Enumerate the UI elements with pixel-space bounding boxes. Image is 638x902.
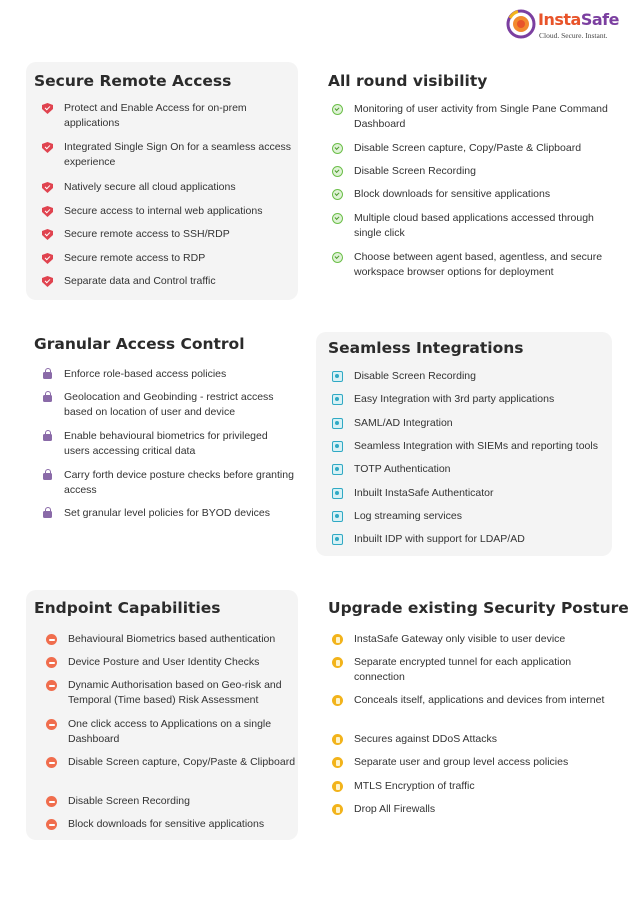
list-item: [354, 211, 612, 241]
list-item-text: Behavioural Biometrics based authentication: [68, 633, 276, 645]
orange-circle-icon: [46, 680, 57, 691]
shield-check-icon: [42, 206, 53, 217]
list-item-text: Enforce role-based access policies: [64, 368, 227, 380]
list-item: [354, 369, 612, 384]
list-item: [64, 140, 294, 170]
list-item: [68, 632, 298, 647]
list-item: [354, 462, 612, 477]
teal-square-icon: [332, 371, 343, 382]
list-item: [68, 655, 298, 670]
list-item-text: Enable behavioural biometrics for privileged users accessing critical data: [64, 430, 268, 457]
endpoint-capabilities-panel: [26, 590, 298, 840]
list-item: [354, 102, 612, 132]
list-item: [64, 227, 294, 242]
list-item: [354, 532, 612, 547]
list-item-text: Dynamic Authorisation based on Geo-risk and Temporal (Time based) Risk Assessment: [68, 679, 282, 706]
list-item: [64, 468, 294, 498]
list-item: [354, 250, 612, 280]
list-item: [354, 187, 612, 202]
yellow-circle-icon: [332, 695, 343, 706]
lock-icon: [43, 511, 52, 518]
teal-square-icon: [332, 488, 343, 499]
list-item-text: Disable Screen Recording: [354, 165, 476, 177]
teal-square-icon: [332, 464, 343, 475]
list-item-text: Seamless Integration with SIEMs and reporting tools: [354, 440, 598, 452]
green-check-icon: [332, 213, 343, 224]
list-item-text: Conceals itself, applications and devices from internet: [354, 694, 605, 706]
list-item-text: Separate data and Control traffic: [64, 275, 216, 287]
list-item: [354, 141, 612, 156]
shield-check-icon: [42, 229, 53, 240]
brand-name-part1: Insta: [538, 10, 581, 29]
list-item: [64, 274, 294, 289]
all-round-visibility-title: All round visibility: [328, 72, 488, 90]
list-item-text: Block downloads for sensitive applications: [68, 818, 265, 830]
list-item-text: Secure remote access to RDP: [64, 252, 206, 264]
list-item-text: Monitoring of user activity from Single Pane Command Dashboard: [354, 103, 608, 130]
list-item: [354, 632, 612, 647]
list-item: [354, 509, 612, 524]
list-item: [68, 678, 298, 708]
list-item-text: Disable Screen capture, Copy/Paste & Clipboard: [354, 142, 582, 154]
list-item-text: Inbuilt InstaSafe Authenticator: [354, 487, 494, 499]
orange-circle-icon: [46, 657, 57, 668]
list-item: [354, 779, 612, 794]
all-round-visibility-panel: [320, 62, 616, 284]
list-item: [354, 486, 612, 501]
secure-remote-access-title: Secure Remote Access: [34, 72, 232, 90]
lock-icon: [43, 395, 52, 402]
list-item-text: Disable Screen capture, Copy/Paste & Clipboard: [68, 756, 296, 768]
shield-check-icon: [42, 142, 53, 153]
list-item-text: Multiple cloud based applications accessed through single click: [354, 212, 594, 239]
orange-circle-icon: [46, 819, 57, 830]
instasafe-logo-mark-icon: [506, 9, 536, 39]
lock-icon: [43, 434, 52, 441]
brand-name-part2: Safe: [580, 10, 619, 29]
list-item-text: Integrated Single Sign On for a seamless access experience: [64, 141, 292, 168]
list-item-text: Easy Integration with 3rd party applications: [354, 393, 555, 405]
list-item-text: Log streaming services: [354, 510, 462, 522]
list-item: [64, 204, 294, 219]
list-item-text: Secures against DDoS Attacks: [354, 733, 497, 745]
list-item: [68, 794, 298, 809]
teal-square-icon: [332, 441, 343, 452]
shield-check-icon: [42, 276, 53, 287]
seamless-integrations-panel: [316, 332, 612, 556]
yellow-circle-icon: [332, 634, 343, 645]
green-check-icon: [332, 189, 343, 200]
list-item-text: Natively secure all cloud applications: [64, 181, 236, 193]
teal-square-icon: [332, 394, 343, 405]
list-item-text: Geolocation and Geobinding - restrict access based on location of user and device: [64, 391, 274, 418]
list-item-text: Block downloads for sensitive applications: [354, 188, 551, 200]
list-item-text: Choose between agent based, agentless, and secure workspace browser options for deployment: [354, 251, 603, 278]
list-item-text: TOTP Authentication: [354, 463, 451, 475]
list-item: [354, 693, 612, 708]
list-item-text: Device Posture and User Identity Checks: [68, 656, 260, 668]
list-item: [64, 506, 294, 521]
list-item: [64, 390, 294, 420]
green-check-icon: [332, 252, 343, 263]
yellow-circle-icon: [332, 781, 343, 792]
yellow-circle-icon: [332, 804, 343, 815]
teal-square-icon: [332, 534, 343, 545]
list-item: [68, 717, 298, 747]
granular-access-control-panel: [26, 326, 298, 526]
list-item-text: Secure remote access to SSH/RDP: [64, 228, 230, 240]
upgrade-security-posture-title: Upgrade existing Security Posture: [328, 599, 629, 617]
list-item: [64, 251, 294, 266]
secure-remote-access-panel: [26, 62, 298, 300]
list-item: [354, 755, 612, 770]
list-item: [354, 392, 612, 407]
list-item: [354, 655, 612, 685]
list-item: [64, 180, 294, 195]
list-item-text: Protect and Enable Access for on-prem applications: [64, 102, 247, 129]
brand-name: [538, 10, 619, 29]
orange-circle-icon: [46, 719, 57, 730]
lock-icon: [43, 473, 52, 480]
instasafe-logo: [506, 9, 619, 45]
list-item-text: Drop All Firewalls: [354, 803, 436, 815]
list-item-text: Disable Screen Recording: [68, 795, 190, 807]
list-item-text: Disable Screen Recording: [354, 370, 476, 382]
orange-circle-icon: [46, 757, 57, 768]
green-check-icon: [332, 166, 343, 177]
endpoint-capabilities-title: Endpoint Capabilities: [34, 599, 221, 617]
list-item-text: Inbuilt IDP with support for LDAP/AD: [354, 533, 525, 545]
list-item: [354, 164, 612, 179]
list-item: [354, 416, 612, 431]
list-item: [64, 429, 294, 459]
orange-circle-icon: [46, 634, 57, 645]
list-item: [354, 439, 612, 454]
list-item-text: Secure access to internal web applications: [64, 205, 263, 217]
brand-tagline: Cloud. Secure. Instant.: [539, 31, 608, 40]
list-item-text: One click access to Applications on a single Dashboard: [68, 718, 272, 745]
yellow-circle-icon: [332, 757, 343, 768]
lock-icon: [43, 372, 52, 379]
seamless-integrations-title: Seamless Integrations: [328, 339, 524, 357]
teal-square-icon: [332, 418, 343, 429]
yellow-circle-icon: [332, 657, 343, 668]
green-check-icon: [332, 104, 343, 115]
list-item: [68, 817, 298, 832]
list-item: [64, 101, 294, 131]
list-item: [68, 755, 298, 770]
shield-check-icon: [42, 182, 53, 193]
list-item-text: Separate encrypted tunnel for each application connection: [354, 656, 572, 683]
list-item-text: Set granular level policies for BYOD devices: [64, 507, 271, 519]
upgrade-security-posture-panel: [320, 590, 629, 822]
list-item: [354, 732, 612, 747]
list-item-text: MTLS Encryption of traffic: [354, 780, 475, 792]
list-item: [354, 802, 612, 817]
list-item-text: InstaSafe Gateway only visible to user device: [354, 633, 566, 645]
list-item-text: Carry forth device posture checks before granting access: [64, 469, 294, 496]
orange-circle-icon: [46, 796, 57, 807]
teal-square-icon: [332, 511, 343, 522]
list-item-text: Separate user and group level access policies: [354, 756, 569, 768]
list-item: [64, 367, 294, 382]
shield-check-icon: [42, 253, 53, 264]
shield-check-icon: [42, 103, 53, 114]
granular-access-control-title: Granular Access Control: [34, 335, 245, 353]
list-item-text: SAML/AD Integration: [354, 417, 453, 429]
green-check-icon: [332, 143, 343, 154]
yellow-circle-icon: [332, 734, 343, 745]
